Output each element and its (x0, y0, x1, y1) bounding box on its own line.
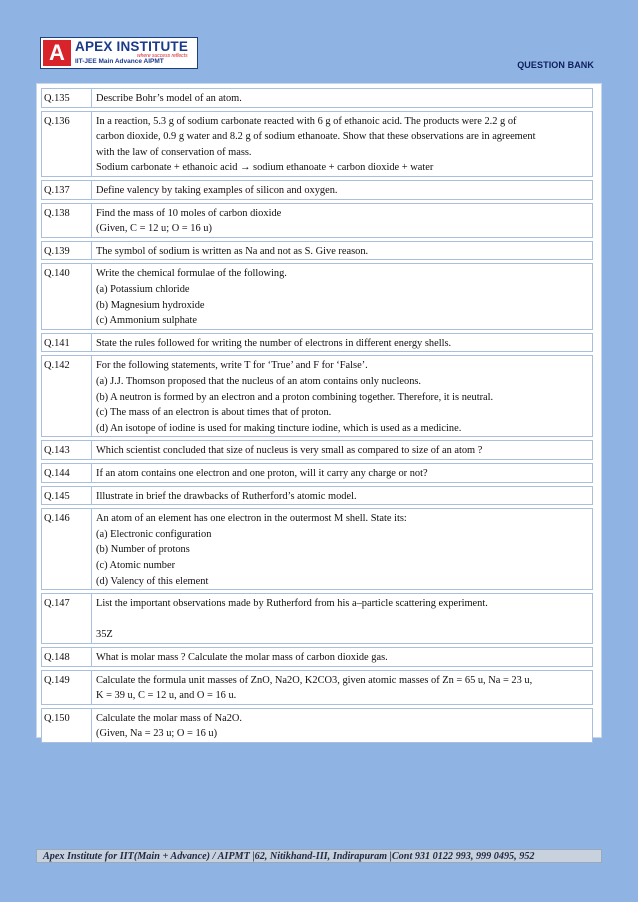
question-line: (a) J.J. Thomson proposed that the nucleus of an atom contains only nucleons. (96, 375, 422, 387)
column-divider (91, 648, 92, 666)
question-line: (c) The mass of an electron is about times that of proton. (96, 407, 332, 419)
question-line: If an atom contains one electron and one proton, will it carry any charge or not? (96, 468, 428, 479)
question-text (96, 266, 590, 328)
column-divider (91, 334, 92, 352)
question-text (96, 244, 590, 260)
question-row (41, 88, 593, 108)
question-text (96, 114, 590, 176)
question-line: For the following statements, write T for ‘True’ and F for ‘False’. (96, 360, 368, 372)
question-number: Q.145 (44, 490, 70, 502)
page-header (0, 0, 638, 80)
column-divider (91, 181, 92, 199)
question-text (96, 511, 590, 589)
column-divider (91, 671, 92, 704)
question-row (41, 647, 593, 667)
question-line: (Given, Na = 23 u; O = 16 u) (96, 728, 218, 740)
question-row (41, 440, 593, 460)
question-text (96, 466, 590, 482)
question-line: State the rules followed for writing the number of electrons in different energy shells. (96, 337, 452, 349)
page-footer: Apex Institute for IIT(Main + Advance) / AIPMT |62, Nitikhand-III, Indirapuram |Cont 931 0122 993, 999 0495, 952 (36, 849, 602, 863)
question-number: Q.149 (44, 674, 70, 686)
question-row (41, 111, 593, 177)
question-line: Calculate the molar mass of Na2O. (96, 712, 243, 724)
question-number: Q.140 (44, 268, 70, 280)
question-line: Calculate the formula unit masses of ZnO, Na2O, K2CO3, given atomic masses of Zn = 65 u, Na = 23 u, (96, 674, 533, 686)
question-number: Q.137 (44, 185, 70, 196)
question-line: What is molar mass ? Calculate the molar mass of carbon dioxide gas. (96, 652, 388, 663)
question-text (96, 91, 590, 107)
logo-name: APEX INSTITUTE (75, 39, 189, 54)
question-text (96, 650, 590, 666)
question-row (41, 263, 593, 329)
question-row (41, 203, 593, 238)
question-row (41, 180, 593, 200)
section-title: QUESTION BANK (517, 60, 594, 70)
question-line: (c) Ammonium sulphate (96, 315, 198, 327)
question-line: Define valency by taking examples of silicon and oxygen. (96, 185, 338, 196)
question-line: List the important observations made by Rutherford from his a–particle scattering experiment. (96, 598, 488, 610)
question-line: with the law of conservation of mass. (96, 146, 252, 158)
question-line: An atom of an element has one electron in the outermost M shell. State its: (96, 513, 407, 525)
question-text (96, 443, 590, 459)
question-line: Illustrate in brief the drawbacks of Rutherford’s atomic model. (96, 490, 357, 502)
question-number: Q.139 (44, 245, 70, 257)
question-line: Write the chemical formulae of the following. (96, 268, 287, 280)
column-divider (91, 464, 92, 482)
column-divider (91, 264, 92, 328)
question-line: (a) Potassium chloride (96, 283, 190, 295)
question-line: (b) A neutron is formed by an electron and a proton combining together. Therefore, it is neutral. (96, 391, 494, 403)
question-text (96, 489, 590, 505)
question-text (96, 673, 590, 704)
question-number: Q.141 (44, 337, 70, 349)
question-line: (c) Atomic number (96, 559, 176, 571)
question-line: The symbol of sodium is written as Na and not as S. Give reason. (96, 245, 369, 257)
question-text (96, 596, 590, 643)
question-line: Which scientist concluded that size of nucleus is very small as compared to size of an atom ? (96, 445, 483, 457)
question-number: Q.142 (44, 360, 70, 372)
question-line: Find the mass of 10 moles of carbon dioxide (96, 207, 282, 219)
question-row (41, 486, 593, 506)
question-line: K = 39 u, C = 12 u, and O = 16 u. (96, 690, 237, 702)
question-number: Q.135 (44, 93, 70, 104)
question-line: Describe Bohr’s model of an atom. (96, 93, 242, 104)
question-number: Q.147 (44, 598, 70, 610)
column-divider (91, 89, 92, 107)
column-divider (91, 112, 92, 176)
question-number: Q.143 (44, 445, 70, 457)
column-divider (91, 509, 92, 589)
question-number: Q.136 (44, 115, 70, 127)
question-row (41, 355, 593, 437)
column-divider (91, 594, 92, 643)
question-number: Q.146 (44, 513, 70, 525)
column-divider (91, 487, 92, 505)
question-row (41, 508, 593, 590)
question-line: 35Z (96, 629, 113, 641)
question-line: In a reaction, 5.3 g of sodium carbonate reacted with 6 g of ethanoic acid. The products were 2.2 g of (96, 115, 517, 127)
column-divider (91, 441, 92, 459)
question-line: (b) Number of protons (96, 544, 190, 556)
question-line: Sodium carbonate + ethanoic acid → sodium ethanoate + carbon dioxide + water (96, 162, 434, 174)
question-line: carbon dioxide, 0.9 g water and 8.2 g of sodium ethanoate. Show that these observations are in agreement (96, 131, 536, 143)
question-text (96, 336, 590, 352)
question-row (41, 593, 593, 644)
logo-mark: A (43, 40, 71, 66)
question-number: Q.150 (44, 712, 70, 724)
question-line: (a) Electronic configuration (96, 528, 212, 540)
logo-tagline: where success reflects (137, 53, 188, 59)
question-number: Q.138 (44, 207, 70, 219)
column-divider (91, 356, 92, 436)
question-text (96, 206, 590, 237)
question-number: Q.148 (44, 652, 70, 663)
question-row (41, 463, 593, 483)
question-line: (d) Valency of this element (96, 575, 209, 587)
column-divider (91, 204, 92, 237)
question-panel (36, 83, 602, 738)
question-text (96, 183, 590, 199)
question-line: (Given, C = 12 u; O = 16 u) (96, 223, 212, 235)
question-line: (b) Magnesium hydroxide (96, 299, 205, 311)
question-text (96, 358, 590, 436)
question-row (41, 670, 593, 705)
question-row (41, 333, 593, 353)
question-row (41, 708, 593, 743)
question-line: (d) An isotope of iodine is used for making tincture iodine, which is used as a medicine. (96, 422, 462, 434)
logo-subtitle: IIT-JEE Main Advance AIPMT (75, 58, 164, 65)
question-line (96, 612, 590, 628)
column-divider (91, 709, 92, 742)
question-text (96, 711, 590, 742)
apex-logo (40, 37, 198, 69)
question-row (41, 241, 593, 261)
question-number: Q.144 (44, 468, 70, 479)
column-divider (91, 242, 92, 260)
